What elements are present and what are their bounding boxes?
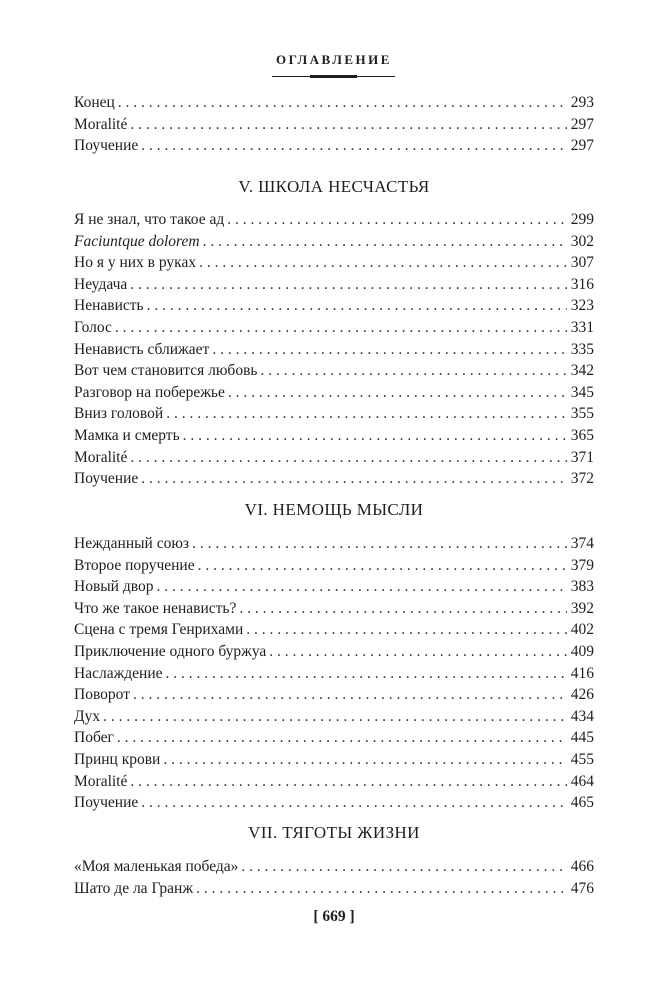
dot-leader — [133, 684, 567, 706]
toc-entry — [74, 856, 594, 878]
dot-leader — [141, 135, 567, 157]
section-heading-vi: VI. НЕМОЩЬ МЫСЛИ — [244, 500, 424, 519]
toc-block-1 — [74, 209, 594, 490]
toc-entry-page-number: 335 — [570, 340, 594, 358]
toc-entry-page-number: 466 — [570, 858, 594, 875]
toc-entry-title: Нежданный союз — [74, 535, 190, 552]
toc-entry-title: Ненависть — [74, 297, 144, 315]
toc-entry-page-number: 355 — [570, 405, 594, 423]
dot-leader — [147, 295, 567, 317]
toc-block-0 — [74, 92, 594, 157]
toc-entry-title: Неудача — [74, 275, 128, 293]
toc-entry — [74, 295, 594, 317]
toc-entry-title: Приключение одного буржуа — [74, 642, 267, 660]
dot-leader — [228, 382, 567, 404]
toc-entry-page-number: 302 — [570, 232, 594, 250]
toc-entry-title: Поучение — [74, 137, 139, 155]
toc-entry-page-number: 371 — [570, 448, 594, 466]
toc-entry-page-number: 402 — [570, 621, 594, 639]
dot-leader — [198, 555, 567, 577]
running-head-rule — [272, 76, 395, 77]
toc-entry-page-number: 297 — [570, 137, 594, 155]
toc-entry-page-number: 416 — [570, 664, 594, 682]
section-heading-v: V. ШКОЛА НЕСЧАСТЬЯ — [238, 177, 430, 196]
dot-leader — [117, 727, 567, 749]
toc-entry-title: «Моя маленькая победа» — [74, 858, 239, 875]
toc-entry-title: Разговор на побережье — [74, 383, 225, 401]
toc-entry-page-number: 316 — [570, 275, 594, 293]
toc-entry-page-number: 293 — [570, 94, 594, 111]
toc-entry — [74, 382, 594, 404]
toc-entry — [74, 792, 594, 814]
toc-entry — [74, 317, 594, 339]
toc-entry-title: Поучение — [74, 794, 139, 812]
toc-entry-title: Голос — [74, 318, 112, 336]
toc-entry-title: Второе поручение — [74, 556, 195, 574]
toc-entry-title: Мамка и смерть — [74, 426, 180, 444]
toc-entry — [74, 771, 594, 793]
dot-leader — [166, 663, 567, 685]
toc-entry-title: Moralité — [74, 115, 128, 133]
dot-leader — [115, 317, 567, 339]
toc-entry — [74, 878, 594, 900]
toc-entry-title: Я не знал, что такое ад — [74, 211, 225, 228]
toc-entry — [74, 706, 594, 728]
toc-entry-page-number: 426 — [570, 686, 594, 704]
page-folio: [ 669 ] — [313, 908, 355, 925]
toc-entry — [74, 468, 594, 490]
toc-entry — [74, 576, 594, 598]
dot-leader — [183, 425, 567, 447]
dot-leader — [103, 706, 567, 728]
toc-entry-title: Вот чем становится любовь — [74, 362, 258, 380]
toc-block-2 — [74, 533, 594, 814]
toc-entry-title: Шато де ла Гранж — [74, 879, 194, 897]
toc-entry — [74, 684, 594, 706]
dot-leader — [141, 792, 567, 814]
toc-block-3 — [74, 856, 594, 899]
dot-leader — [199, 252, 567, 274]
toc-entry — [74, 533, 594, 555]
toc-entry — [74, 231, 594, 253]
toc-entry-page-number: 383 — [570, 578, 594, 596]
dot-leader — [130, 274, 566, 296]
toc-entry — [74, 641, 594, 663]
dot-leader — [130, 447, 566, 469]
dot-leader — [156, 576, 566, 598]
running-head: ОГЛАВЛЕНИЕ — [276, 52, 392, 67]
dot-leader — [269, 641, 566, 663]
toc-entry-page-number: 379 — [570, 556, 594, 574]
section-heading-vii: VII. ТЯГОТЫ ЖИЗНИ — [248, 823, 420, 842]
toc-entry-title: Наслаждение — [74, 664, 163, 682]
dot-leader — [203, 231, 567, 253]
toc-entry-title: Вниз головой — [74, 405, 164, 423]
toc-entry-page-number: 455 — [570, 750, 594, 768]
dot-leader — [246, 619, 566, 641]
toc-entry — [74, 663, 594, 685]
toc-entry — [74, 403, 594, 425]
dot-leader — [163, 749, 566, 771]
toc-entry-page-number: 465 — [570, 794, 594, 812]
dot-leader — [130, 114, 566, 136]
toc-entry-title: Что же такое ненависть? — [74, 599, 237, 617]
dot-leader — [212, 339, 566, 361]
dot-leader — [227, 209, 567, 231]
toc-entry-page-number: 434 — [570, 707, 594, 725]
toc-entry — [74, 135, 594, 157]
dot-leader — [141, 468, 567, 490]
toc-entry-title: Но я у них в руках — [74, 254, 197, 272]
toc-entry-title: Принц крови — [74, 750, 161, 768]
dot-leader — [239, 598, 566, 620]
toc-entry — [74, 360, 594, 382]
dot-leader — [241, 856, 566, 878]
toc-entry-title: Поучение — [74, 470, 139, 488]
toc-entry — [74, 598, 594, 620]
toc-entry-page-number: 331 — [570, 318, 594, 336]
toc-entry-title: Moralité — [74, 448, 128, 466]
dot-leader — [192, 533, 567, 555]
toc-entry-title: Moralité — [74, 772, 128, 790]
toc-entry-title: Новый двор — [74, 578, 154, 596]
dot-leader — [166, 403, 567, 425]
toc-entry-title: Поворот — [74, 686, 130, 704]
toc-entry-page-number: 323 — [570, 297, 594, 315]
toc-entry-title: Ненависть сближает — [74, 340, 210, 358]
toc-entry — [74, 92, 594, 114]
toc-entry — [74, 114, 594, 136]
toc-entry — [74, 252, 594, 274]
toc-entry — [74, 749, 594, 771]
toc-entry — [74, 727, 594, 749]
toc-entry-title: Дух — [74, 707, 101, 725]
toc-entry-page-number: 464 — [570, 772, 594, 790]
toc-entry-page-number: 342 — [570, 362, 594, 380]
toc-entry-page-number: 345 — [570, 383, 594, 401]
toc-entry-page-number: 297 — [570, 115, 594, 133]
toc-entry-page-number: 372 — [570, 470, 594, 488]
toc-entry — [74, 619, 594, 641]
dot-leader — [130, 771, 566, 793]
toc-entry-page-number: 299 — [570, 211, 594, 228]
toc-entry-title: Побег — [74, 729, 114, 747]
dot-leader — [260, 360, 566, 382]
toc-entry-page-number: 365 — [570, 426, 594, 444]
toc-entry-title: Faciuntque dolorem — [74, 232, 200, 250]
toc-entry-page-number: 445 — [570, 729, 594, 747]
toc-entry-page-number: 409 — [570, 642, 594, 660]
toc-entry-page-number: 476 — [570, 879, 594, 897]
toc-entry — [74, 555, 594, 577]
toc-entry-title: Конец — [74, 94, 115, 111]
toc-entry-page-number: 307 — [570, 254, 594, 272]
toc-entry — [74, 209, 594, 231]
toc-entry — [74, 425, 594, 447]
toc-entry — [74, 339, 594, 361]
toc-entry — [74, 447, 594, 469]
toc-entry-page-number: 374 — [570, 535, 594, 552]
toc-entry — [74, 274, 594, 296]
toc-entry-page-number: 392 — [570, 599, 594, 617]
toc-entry-title: Сцена с тремя Генрихами — [74, 621, 244, 639]
dot-leader — [196, 878, 567, 900]
dot-leader — [118, 92, 567, 114]
